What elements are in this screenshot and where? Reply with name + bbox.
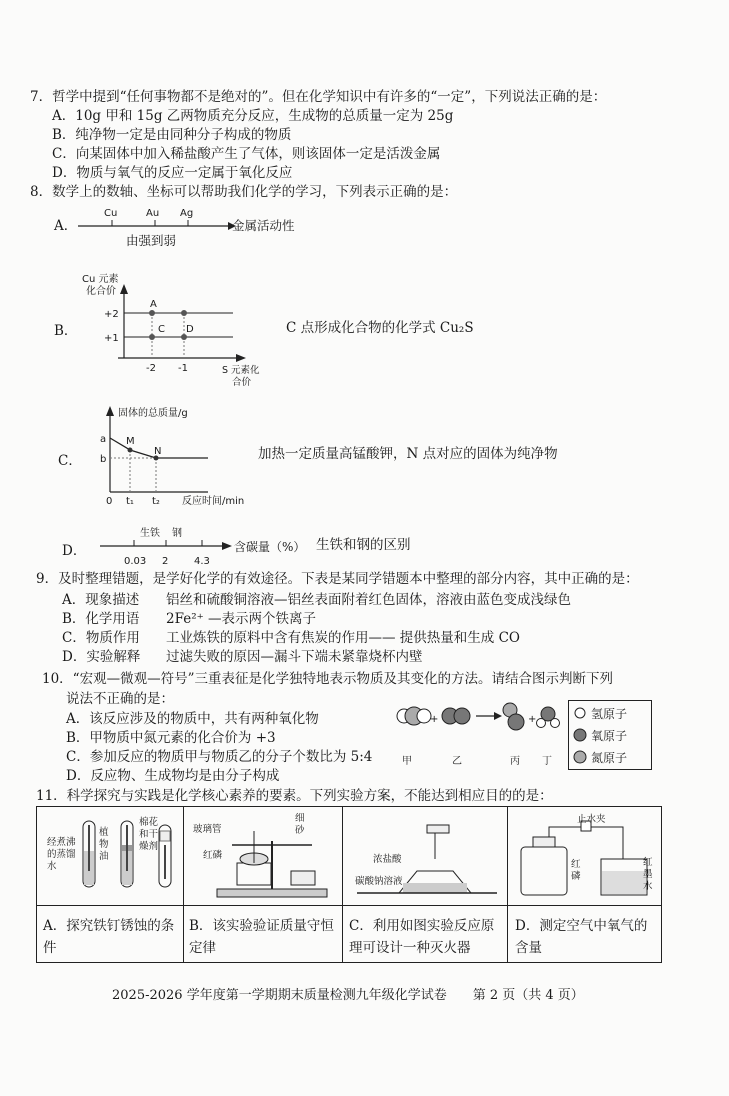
- svg-text:甲: 甲: [402, 756, 412, 767]
- svg-text:钢: 钢: [172, 528, 182, 539]
- q10-option-c: C．参加反应的物质甲与物质乙的分子个数比为 5:4: [66, 749, 373, 765]
- q11-table-divider: [37, 905, 661, 906]
- q11-col-sep-1: [183, 807, 184, 962]
- svg-text:t₂: t₂: [152, 496, 160, 507]
- q8-d-description: 生铁和钢的区别: [316, 537, 411, 553]
- q11-col-sep-3: [507, 807, 508, 962]
- svg-text:N: N: [154, 446, 162, 457]
- q10-molecule-bing: [503, 703, 524, 730]
- q11-stem: 11．科学探究与实践是化学核心素养的要素。下列实验方案，不能达到相应目的的是：: [36, 788, 553, 804]
- q10-legend-swatches: [573, 704, 587, 766]
- q10-stem-line-2: 说法不正确的是：: [66, 691, 174, 707]
- svg-text:t₁: t₁: [126, 496, 134, 507]
- q10-legend-oxygen: 氧原子: [591, 729, 628, 743]
- q10-option-b: B．甲物质中氮元素的化合价为 +3: [66, 730, 276, 746]
- q11-b-label-tube: 玻璃管: [193, 824, 222, 835]
- q10-option-d: D．反应物、生成物均是由分子构成: [66, 768, 280, 784]
- q11-a-label-oil: 植物油: [99, 827, 109, 862]
- svg-text:0.03: 0.03: [124, 556, 147, 567]
- svg-text:生铁: 生铁: [140, 528, 160, 539]
- q11-a-label-water: 经煮沸的蒸馏水: [47, 837, 76, 872]
- q7-stem: 7．哲学中提到“任何事物都不是绝对的”。但在化学知识中有许多的“一定”，下列说法正确的是：: [30, 89, 607, 105]
- page-footer: 2025-2026 学年度第一学期期末质量检测九年级化学试卷 第 2 页（共 4 页）: [112, 988, 584, 1003]
- q8-b-point-a: [149, 310, 155, 316]
- q8-c-mass-time-chart: [96, 400, 266, 515]
- q10-stem-line-1: 10．“宏观—微观—符号”三重表征是化学独特地表示物质及其变化的方法。请结合图示判断下列: [42, 671, 613, 687]
- q8-a-under-label: 由强到弱: [126, 233, 177, 248]
- q11-image-c-flask: [347, 811, 505, 903]
- q9-row-c-value: 工业炼铁的原料中含有焦炭的作用—— 提供热量和生成 CO: [166, 630, 520, 646]
- q8-a-tick-cu: Cu: [104, 208, 118, 219]
- q8-b-x-title-1: S 元素化: [222, 365, 260, 376]
- q8-c-description: 加热一定质量高锰酸钾，N 点对应的固体为纯净物: [258, 446, 558, 462]
- q10-molecule-ding: [537, 707, 560, 728]
- q11-caption-a: A．探究铁钉锈蚀的条件: [43, 918, 175, 956]
- svg-text:+: +: [430, 714, 439, 725]
- q11-caption-c: C．利用如图实验反应原理可设计一种灭火器: [349, 918, 495, 956]
- svg-text:A: A: [150, 299, 157, 310]
- q9-row-c-key: C．物质作用: [62, 630, 140, 646]
- svg-text:化合价: 化合价: [86, 286, 116, 297]
- q10-legend: [568, 700, 652, 770]
- svg-text:固体的总质量/g: 固体的总质量/g: [118, 408, 188, 419]
- q8-b-point-a2: [181, 310, 187, 316]
- q8-d-axis-label: 含碳量（%）: [234, 540, 306, 554]
- svg-text:丁: 丁: [542, 756, 552, 767]
- svg-text:+1: +1: [104, 333, 119, 344]
- q8-a-tick-au: Au: [146, 208, 160, 219]
- q7-option-b: B．纯净物一定是由同种分子构成的物质: [52, 127, 292, 143]
- q7-option-c: C．向某固体中加入稀盐酸产生了气体，则该固体一定是活泼金属: [52, 146, 441, 162]
- svg-text:反应时间/min: 反应时间/min: [182, 496, 245, 507]
- q8-a-tick-ag: Ag: [180, 208, 194, 219]
- svg-text:2: 2: [162, 556, 169, 567]
- q9-row-d-value: 过滤失败的原因—漏斗下端未紧靠烧杯内壁: [166, 649, 423, 665]
- q8-c-point-m: [128, 448, 133, 453]
- q11-d-label-phosphorus: 红磷: [571, 859, 581, 882]
- q11-c-label-carbonate: 碳酸钠溶液: [355, 876, 403, 887]
- svg-text:+2: +2: [104, 309, 119, 320]
- q8-b-description: C 点形成化合物的化学式 Cu₂S: [286, 320, 474, 336]
- svg-text:Cu 元素: Cu 元素: [82, 274, 119, 285]
- q8-b-x-title-2: 合价: [232, 377, 252, 388]
- q9-row-a-key: A．现象描述: [62, 592, 140, 608]
- q10-option-a: A．该反应涉及的物质中，共有两种氧化物: [66, 711, 319, 727]
- svg-text:M: M: [126, 436, 135, 447]
- q8-b-point-c: [149, 334, 155, 340]
- q11-a-label-cotton: 棉花和干燥剂: [139, 817, 159, 852]
- q10-reaction-diagram: [390, 698, 570, 770]
- q9-row-b-key: B．化学用语: [62, 611, 140, 627]
- svg-text:-2: -2: [146, 363, 156, 374]
- q9-stem: 9．及时整理错题，是学好化学的有效途径。下表是某同学错题本中整理的部分内容，其中正确的是：: [36, 571, 639, 587]
- svg-text:D: D: [186, 324, 194, 335]
- svg-text:0: 0: [106, 496, 113, 507]
- svg-text:+: +: [528, 714, 537, 725]
- q7-option-a: A．10g 甲和 15g 乙两物质充分反应，生成物的总质量一定为 25g: [52, 108, 454, 124]
- q8-c-letter: C．: [58, 453, 82, 469]
- svg-text:a: a: [100, 434, 107, 445]
- q10-legend-nitrogen: 氮原子: [591, 751, 628, 765]
- q11-c-label-acid: 浓盐酸: [373, 854, 402, 865]
- q11-table: [36, 806, 662, 963]
- q11-d-label-ink: 红墨水: [643, 857, 653, 892]
- q11-b-label-phosphorus: 红磷: [203, 850, 223, 861]
- svg-text:丙: 丙: [510, 756, 520, 767]
- svg-text:-1: -1: [178, 363, 188, 374]
- svg-text:b: b: [100, 454, 107, 465]
- q10-molecule-jia: [397, 707, 431, 725]
- q11-caption-b: B．该实验验证质量守恒定律: [189, 918, 334, 956]
- q11-b-label-sand: 细砂: [295, 813, 305, 836]
- q8-b-letter: B．: [54, 323, 78, 339]
- q9-row-a-value: 铝丝和硫酸铜溶液—铝丝表面附着红色固体，溶液由蓝色变成浅绿色: [166, 592, 571, 608]
- q11-caption-d: D．测定空气中氧气的含量: [515, 918, 648, 956]
- q11-col-sep-2: [342, 807, 343, 962]
- svg-text:C: C: [158, 324, 165, 335]
- q8-stem: 8．数学上的数轴、坐标可以帮助我们化学的学习，下列表示正确的是：: [30, 184, 458, 200]
- q10-molecule-yi: [442, 708, 470, 724]
- svg-text:乙: 乙: [452, 756, 462, 767]
- q7-option-d: D．物质与氧气的反应一定属于氧化反应: [52, 165, 293, 181]
- q8-a-axis-label: 金属活动性: [232, 218, 295, 233]
- q8-a-letter: A．: [54, 218, 78, 234]
- q11-d-label-clamp: 止水夹: [577, 814, 606, 825]
- q8-d-letter: D．: [62, 543, 87, 559]
- svg-text:4.3: 4.3: [194, 556, 210, 567]
- q9-row-b-value: 2Fe²⁺ —表示两个铁离子: [166, 611, 317, 627]
- q9-row-d-key: D．实验解释: [62, 649, 141, 665]
- q10-legend-hydrogen: 氢原子: [591, 707, 628, 721]
